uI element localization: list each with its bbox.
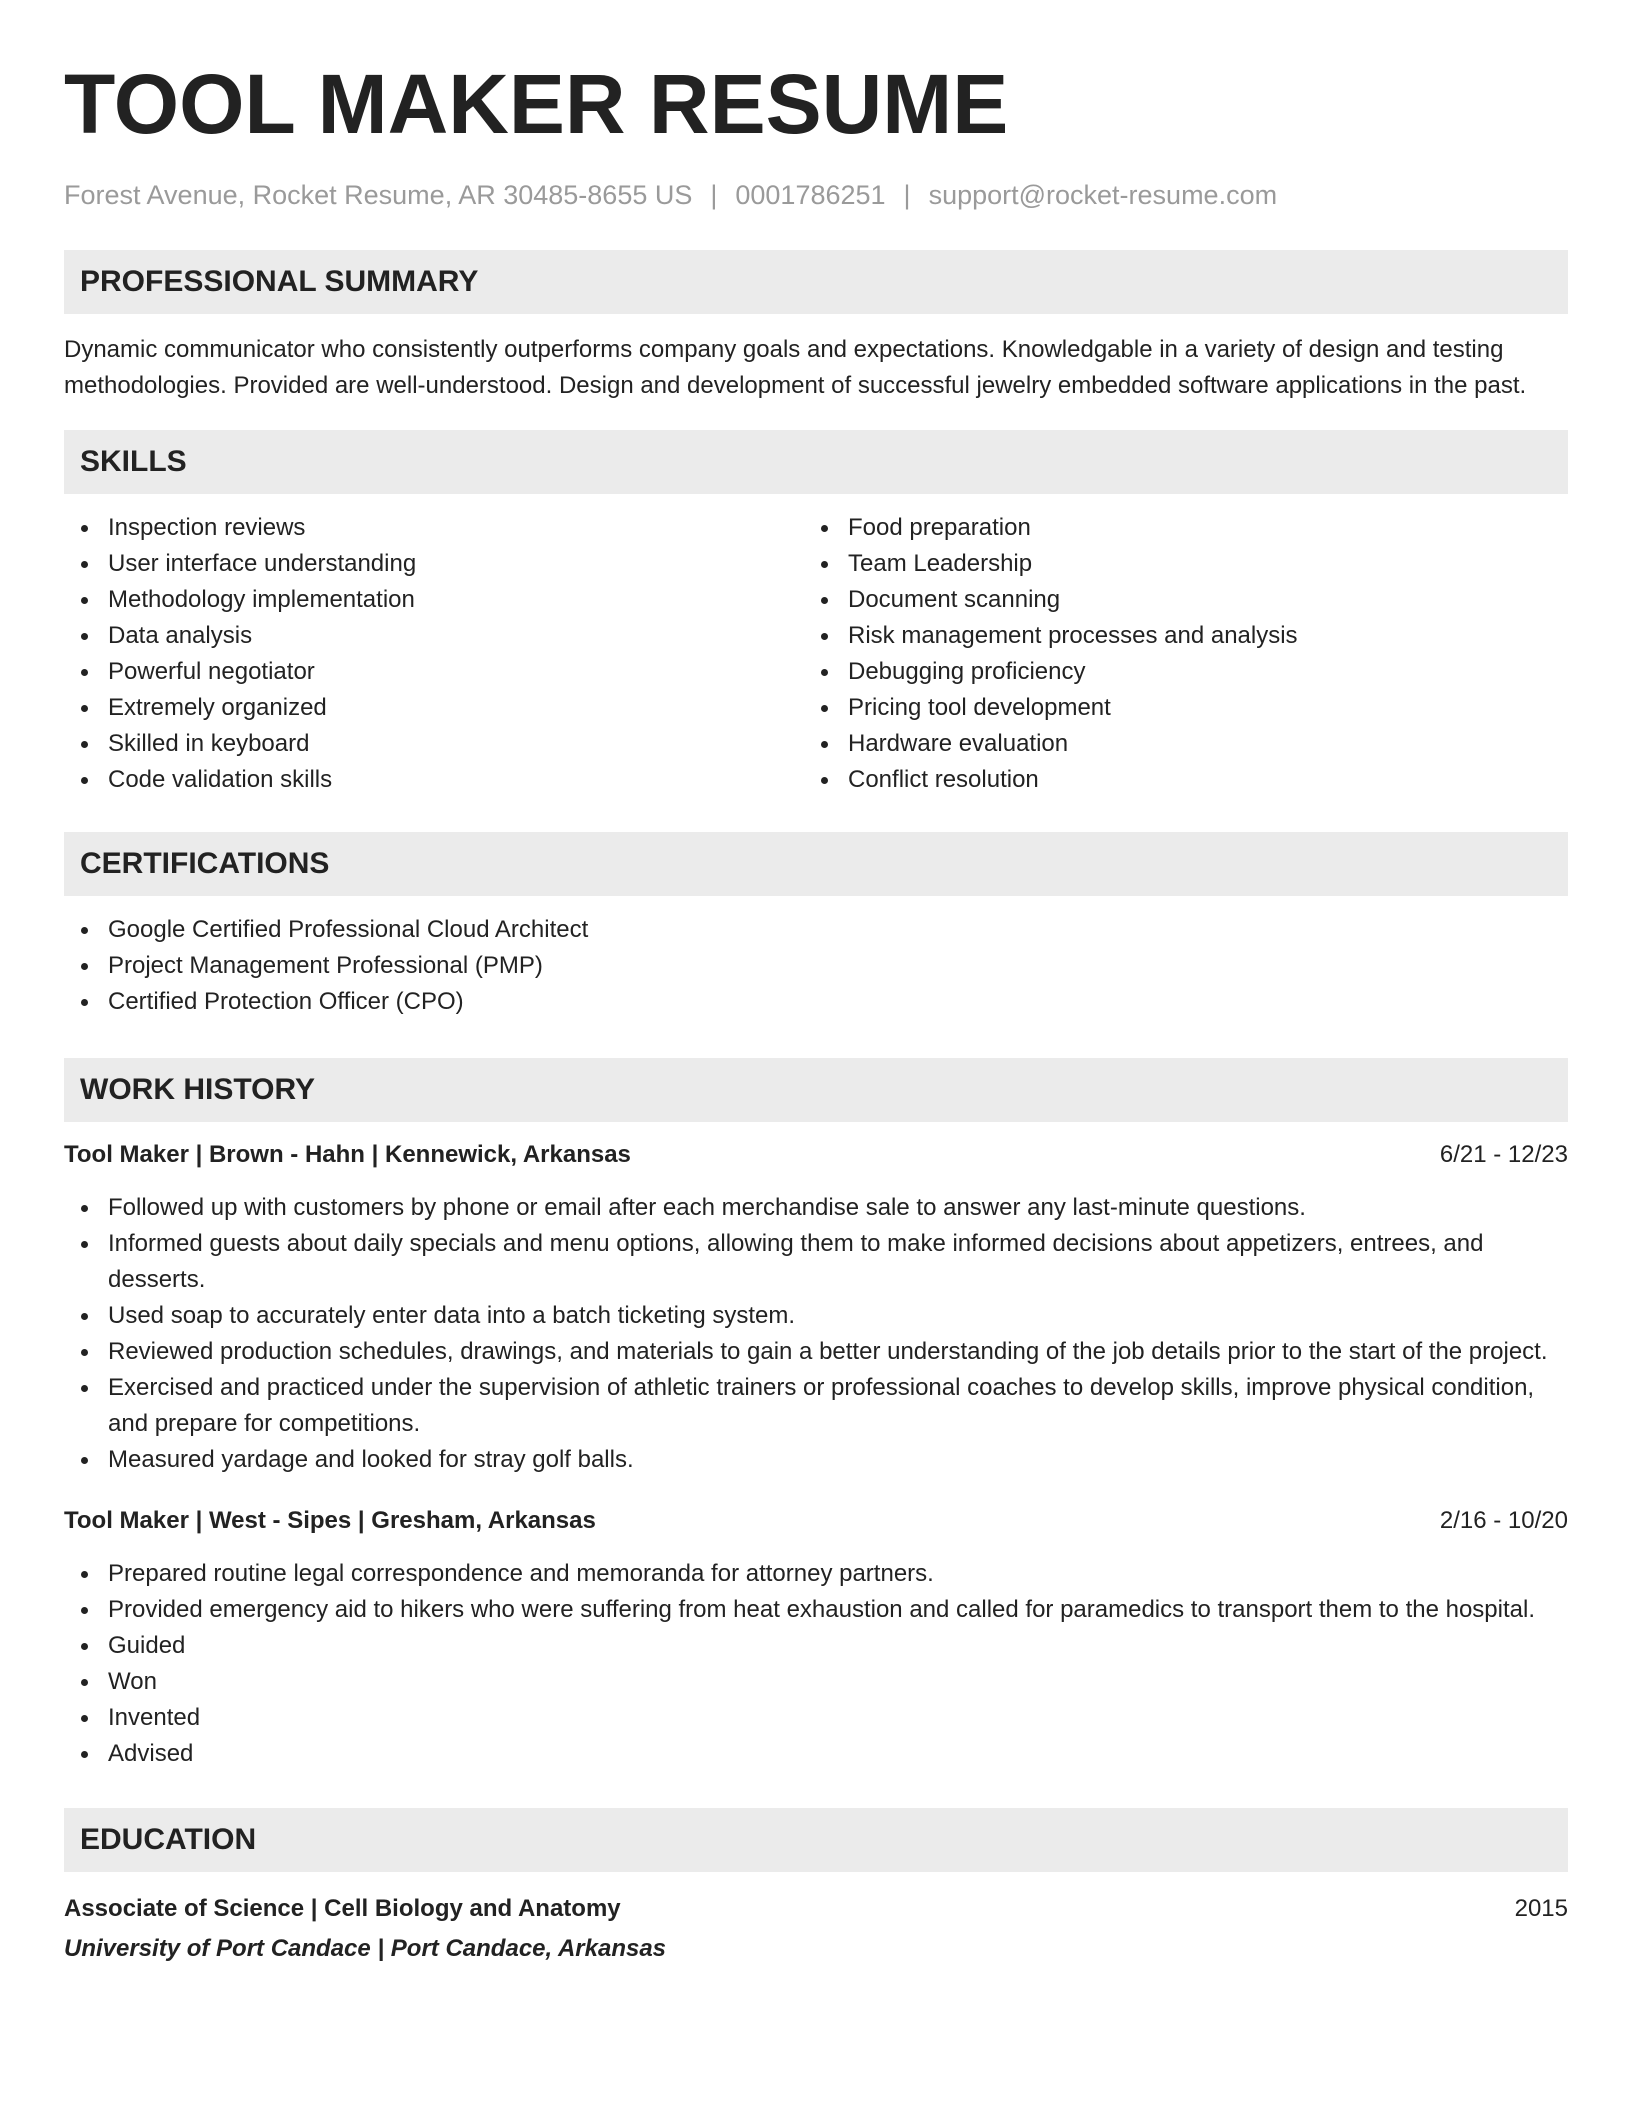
education-school: University of Port Candace | Port Candace, Arkansas (64, 1935, 667, 1962)
skills-list (64, 510, 1568, 798)
job-bullet: Informed guests about daily specials and menu options, allowing them to make informed decisions about appetizers, entrees, and desserts. (64, 1226, 1568, 1298)
job-title: Tool Maker | West - Sipes | Gresham, Arkansas (64, 1507, 596, 1534)
skills-heading: SKILLS (64, 430, 1568, 494)
summary-section (64, 250, 1568, 404)
certifications-section (64, 832, 1568, 1020)
job-bullet: Guided (64, 1628, 1568, 1664)
job-bullet: Followed up with customers by phone or email after each merchandise sale to answer any last-minute questions. (64, 1190, 1568, 1226)
skill-item: Inspection reviews (64, 510, 804, 546)
skill-item: Extremely organized (64, 690, 804, 726)
skill-item: Pricing tool development (804, 690, 1544, 726)
skills-right-column (804, 510, 1544, 798)
certification-item: Google Certified Professional Cloud Architect (64, 912, 1568, 948)
job-bullet: Used soap to accurately enter data into a batch ticketing system. (64, 1298, 1568, 1334)
certification-item: Certified Protection Officer (CPO) (64, 984, 1568, 1020)
certifications-list (64, 912, 1568, 1020)
work-history-section (64, 1058, 1568, 1772)
skill-item: Methodology implementation (64, 582, 804, 618)
summary-text: Dynamic communicator who consistently outperforms company goals and expectations. Knowledgable in a variety of design and testing methodologies. Provided are well-understood. Design and development of successful jewelry embedded software applications in the past. (64, 336, 1527, 399)
work-history-heading: WORK HISTORY (64, 1058, 1568, 1122)
contact-address: Forest Avenue, Rocket Resume, AR 30485-8655 US (64, 180, 693, 210)
contact-phone: 0001786251 (735, 180, 886, 210)
skill-item: Code validation skills (64, 762, 804, 798)
certifications-heading: CERTIFICATIONS (64, 832, 1568, 896)
job-bullet: Measured yardage and looked for stray golf balls. (64, 1442, 1568, 1478)
skill-item: Risk management processes and analysis (804, 618, 1544, 654)
skill-item: Food preparation (804, 510, 1544, 546)
skill-item: Team Leadership (804, 546, 1544, 582)
education-header (64, 1892, 1568, 1926)
skill-item: User interface understanding (64, 546, 804, 582)
job-entry (64, 1504, 1568, 1772)
job-bullet: Prepared routine legal correspondence and memoranda for attorney partners. (64, 1556, 1568, 1592)
skill-item: Conflict resolution (804, 762, 1544, 798)
contact-line (64, 178, 1568, 212)
skill-item: Data analysis (64, 618, 804, 654)
skill-item: Skilled in keyboard (64, 726, 804, 762)
summary-heading: PROFESSIONAL SUMMARY (64, 250, 1568, 314)
job-dates: 2/16 - 10/20 (1439, 1507, 1568, 1534)
skill-item: Debugging proficiency (804, 654, 1544, 690)
certification-item: Project Management Professional (PMP) (64, 948, 1568, 984)
contact-email[interactable]: support@rocket-resume.com (928, 180, 1278, 210)
contact-separator: | (710, 180, 718, 210)
contact-separator: | (903, 180, 911, 210)
job-entry (64, 1138, 1568, 1478)
job-bullet: Exercised and practiced under the supervision of athletic trainers or professional coaches to develop skills, improve physical condition, and prepare for competitions. (64, 1370, 1568, 1442)
job-bullet: Won (64, 1664, 1568, 1700)
skills-left-column (64, 510, 804, 798)
job-title: Tool Maker | Brown - Hahn | Kennewick, Arkansas (64, 1141, 631, 1168)
education-degree: Associate of Science | Cell Biology and Anatomy (64, 1895, 621, 1922)
resume-title: TOOL MAKER RESUME (64, 57, 1009, 151)
job-header (64, 1504, 1568, 1538)
skill-item: Document scanning (804, 582, 1544, 618)
job-bullet: Advised (64, 1736, 1568, 1772)
education-year: 2015 (1514, 1895, 1568, 1922)
education-heading: EDUCATION (64, 1808, 1568, 1872)
job-header (64, 1138, 1568, 1172)
skill-item: Hardware evaluation (804, 726, 1544, 762)
job-bullet: Reviewed production schedules, drawings, and materials to gain a better understanding of the job details prior to the start of the project. (64, 1334, 1568, 1370)
skill-item: Powerful negotiator (64, 654, 804, 690)
job-dates: 6/21 - 12/23 (1439, 1141, 1568, 1168)
job-bullets (64, 1190, 1568, 1478)
job-bullet: Invented (64, 1700, 1568, 1736)
job-bullets (64, 1556, 1568, 1772)
education-section (64, 1808, 1568, 1966)
job-bullet: Provided emergency aid to hikers who were suffering from heat exhaustion and called for paramedics to transport them to the hospital. (64, 1592, 1568, 1628)
skills-section (64, 430, 1568, 798)
